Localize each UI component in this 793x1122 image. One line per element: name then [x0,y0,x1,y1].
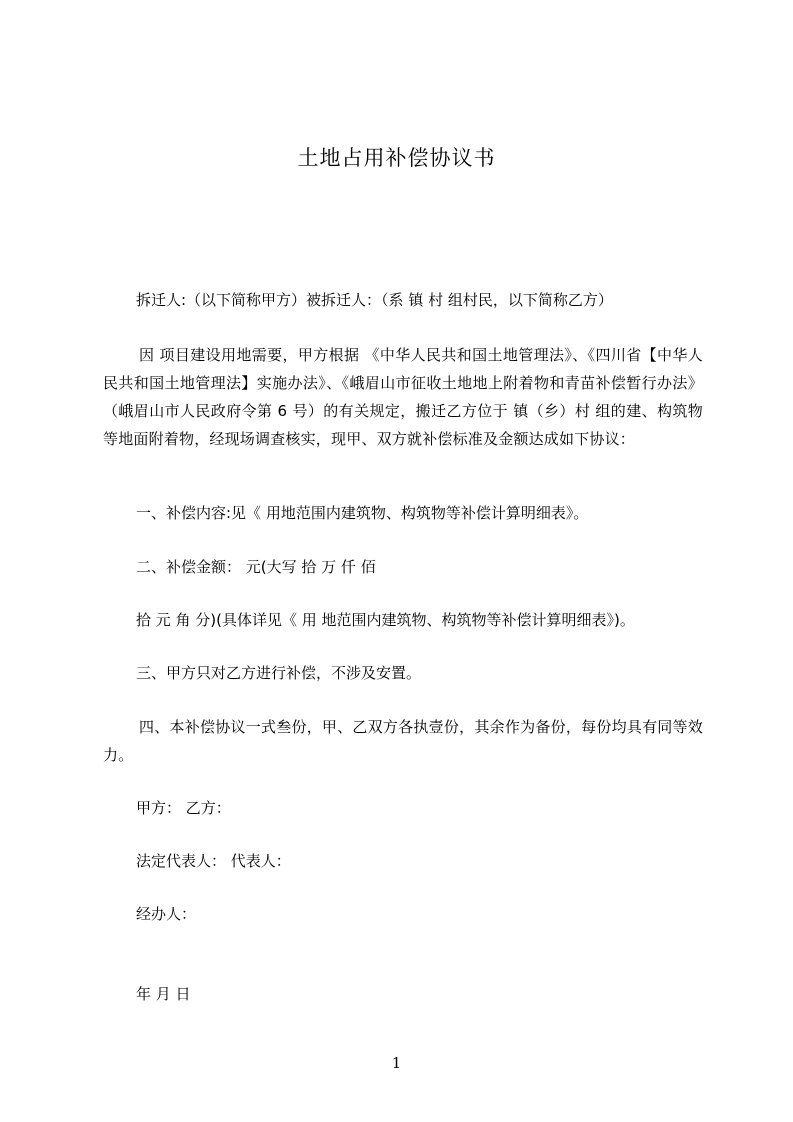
clause-no-resettlement: 三、甲方只对乙方进行补偿，不涉及安置。 [136,664,422,682]
clause-copies: 四、本补偿协议一式叁份，甲、乙双方各执壹份，其余作为备份，每份均具有同等效力。 [103,718,703,764]
signature-date: 年 月 日 [136,985,191,1003]
parties-line: 拆迁人:（以下简称甲方）被拆迁人：（系 镇 村 组村民，以下简称乙方） [136,291,613,309]
clause-compensation-amount-line1: 二、补偿金额： 元(大写 拾 万 仟 佰 [136,558,376,576]
signature-parties: 甲方： 乙方： [136,799,231,817]
signature-handler: 经办人： [136,905,197,923]
clause-compensation-amount-line2: 拾 元 角 分)(具体详见《 用 地范围内建筑物、构筑物等补偿计算明细表》)。 [136,611,635,629]
signature-representatives: 法定代表人： 代表人： [136,852,291,870]
page-number: 1 [391,1054,402,1072]
document-title: 土地占用补偿协议书 [297,146,496,170]
clause-compensation-content: 一、补偿内容:见《 用地范围内建筑物、构筑物等补偿计算明细表》。 [136,504,589,522]
preamble-paragraph: 因 项目建设用地需要，甲方根据 《中华人民共和国土地管理法》、《四川省【中华人民共和国土地管理法】实施办法》、《峨眉山市征收土地地上附着物和青苗补偿暂行办法》（峨眉山市人民政府令第 6 号）的有关规定，搬迁乙方位于 镇（乡）村 组的建、构筑物等地面附着物，经现场调查核实，现甲、双方就补偿标准及金额达成如下协议： [103,346,703,448]
